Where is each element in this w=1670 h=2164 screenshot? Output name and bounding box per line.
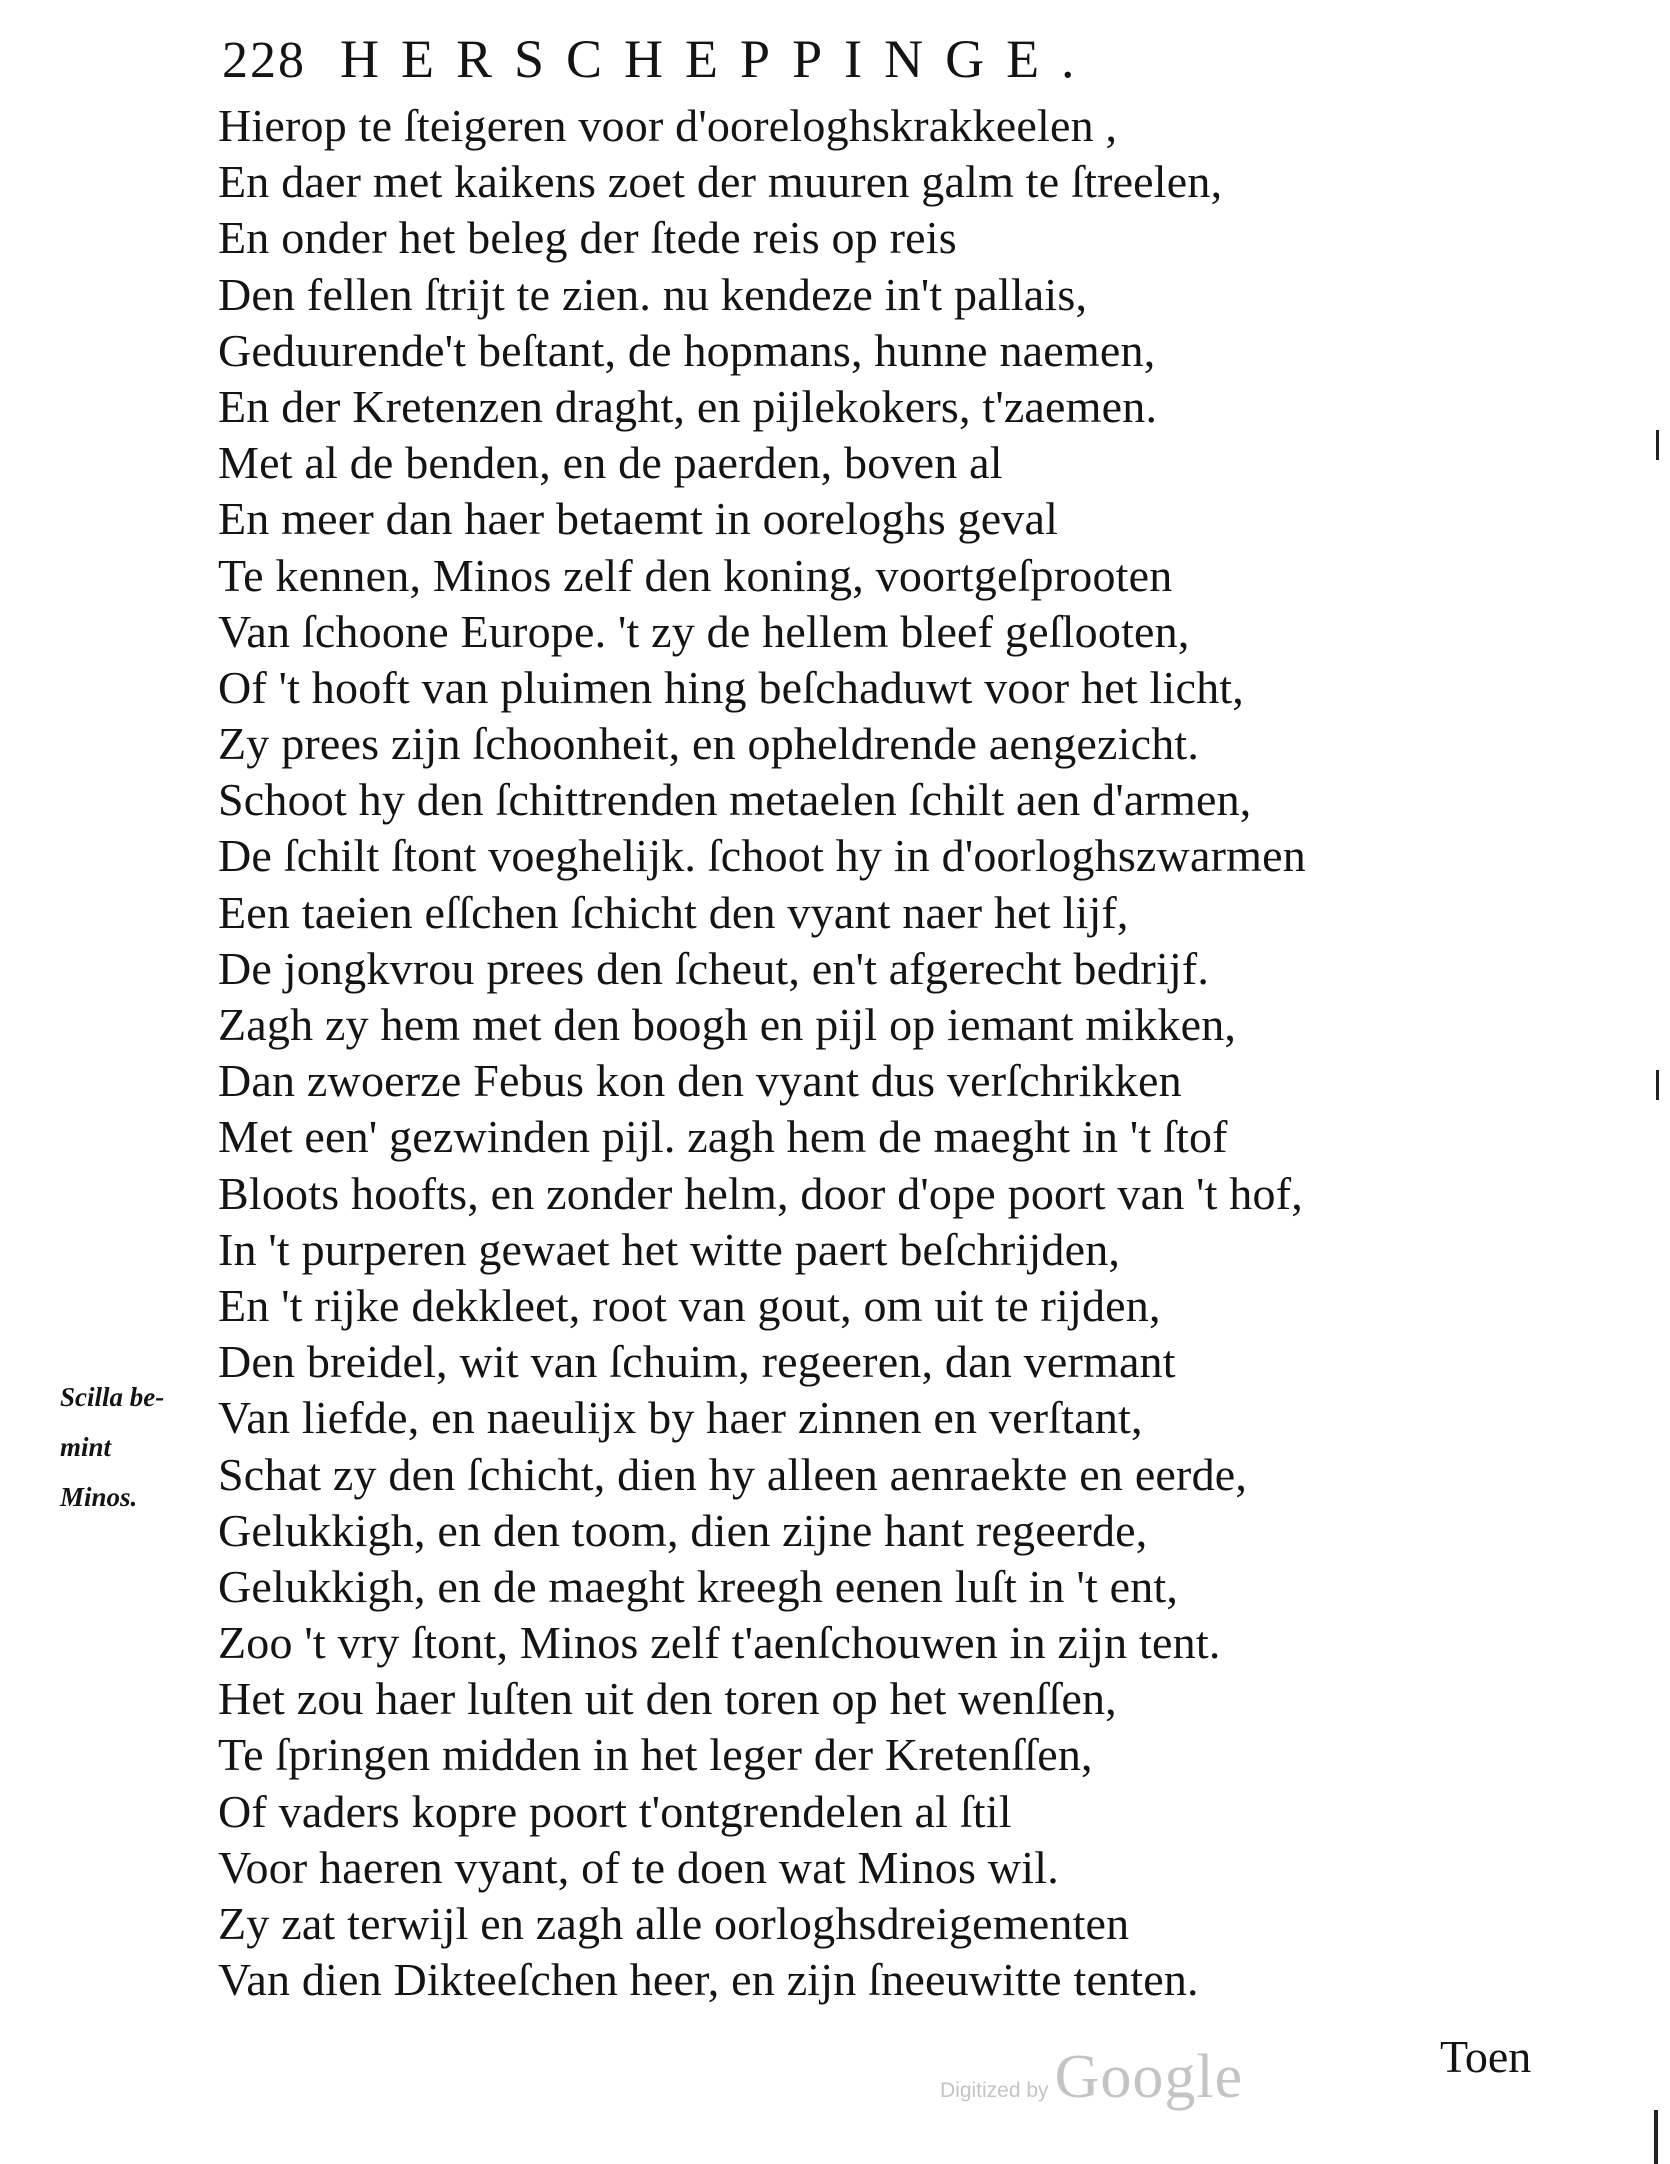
verse-line: Schoot hy den ſchittrenden metaelen ſchilt aen d'armen, xyxy=(218,774,1252,826)
verse-line: Van dien Dikteeſchen heer, en zijn ſneeuwitte tenten. xyxy=(218,1954,1199,2006)
verse-line: Of vaders kopre poort t'ontgrendelen al ſtil xyxy=(218,1785,1012,1837)
scan-edge-mark xyxy=(1656,430,1659,460)
verse-line: Gelukkigh, en de maeght kreegh eenen luſt in 't ent, xyxy=(218,1560,1179,1612)
margin-note-line: Minos. xyxy=(60,1482,138,1512)
running-title: HERSCHEPPINGE. xyxy=(340,29,1097,89)
verse-line: Zagh zy hem met den boogh en pijl op iemant mikken, xyxy=(218,999,1237,1050)
verse-line: Zy prees zijn ſchoonheit, en opheldrende aengezicht. xyxy=(218,718,1200,770)
verse-line: Hierop te ſteigeren voor d'ooreloghskrakkeelen , xyxy=(218,100,1118,151)
verse-line: Met een' gezwinden pijl. zagh hem de maeght in 't ſtof xyxy=(218,1111,1228,1163)
verse-line: En meer dan haer betaemt in ooreloghs geval xyxy=(218,493,1059,545)
verse-line: De jongkvrou prees den ſcheut, en't afgerecht bedrijf. xyxy=(218,942,1210,994)
catchword: Toen xyxy=(1440,2031,1532,2082)
verse-line: En onder het beleg der ſtede reis op reis xyxy=(218,212,957,264)
verse-line: In 't purperen gewaet het witte paert beſchrijden, xyxy=(218,1223,1121,1275)
verse-line: Of 't hooft van pluimen hing beſchaduwt voor het licht, xyxy=(218,661,1244,713)
verse-block xyxy=(218,98,1598,2008)
verse-line: En 't rijke dekkleet, root van gout, om uit te rijden, xyxy=(218,1279,1161,1331)
verse-line: Geduurende't beſtant, de hopmans, hunne naemen, xyxy=(218,324,1156,376)
verse-line: Een taeien eſſchen ſchicht den vyant naer het lijf, xyxy=(218,886,1129,938)
verse-line: Voor haeren vyant, of te doen wat Minos wil. xyxy=(218,1841,1059,1893)
verse-line: Schat zy den ſchicht, dien hy alleen aenraekte en eerde, xyxy=(218,1448,1248,1500)
verse-line: Te ſpringen midden in het leger der Kretenſſen, xyxy=(218,1729,1093,1781)
verse-line: Zy zat terwijl en zagh alle oorloghsdreigementen xyxy=(218,1898,1130,1949)
verse-line: Gelukkigh, en den toom, dien zijne hant regeerde, xyxy=(218,1504,1148,1556)
verse-line: Met al de benden, en de paerden, boven al xyxy=(218,437,1003,489)
verse-line: Zoo 't vry ſtont, Minos zelf t'aenſchouwen in zijn tent. xyxy=(218,1617,1221,1669)
verse-line: En der Kretenzen draght, en pijlekokers, t'zaemen. xyxy=(218,380,1158,432)
scan-edge-mark xyxy=(1654,2110,1658,2164)
digitizer-watermark xyxy=(940,2042,1243,2113)
page-number: 228 xyxy=(222,32,306,89)
watermark-brand: Google xyxy=(1054,2043,1244,2111)
scan-edge-mark xyxy=(1656,1070,1659,1100)
margin-note xyxy=(60,1372,210,1522)
verse-line: Van ſchoone Europe. 't zy de hellem bleef geſlooten, xyxy=(218,605,1190,657)
verse-line: En daer met kaikens zoet der muuren galm te ſtreelen, xyxy=(218,156,1223,208)
watermark-prefix: Digitized by xyxy=(940,2079,1049,2102)
verse-line: Van liefde, en naeulijx by haer zinnen en verſtant, xyxy=(218,1392,1143,1444)
verse-line: Den breidel, wit van ſchuim, regeeren, dan vermant xyxy=(218,1336,1176,1388)
verse-line: Te kennen, Minos zelf den koning, voortgeſprooten xyxy=(218,549,1173,601)
verse-line: Dan zwoerze Febus kon den vyant dus verſchrikken xyxy=(218,1055,1182,1107)
running-head xyxy=(222,28,1097,98)
margin-note-line: Scilla be- xyxy=(60,1382,165,1412)
margin-note-line: mint xyxy=(60,1432,112,1462)
verse-line: Den fellen ſtrijt te zien. nu kendeze in't pallais, xyxy=(218,268,1088,320)
verse-line: De ſchilt ſtont voeghelijk. ſchoot hy in d'oorloghszwarmen xyxy=(218,830,1306,882)
verse-line: Het zou haer luſten uit den toren op het wenſſen, xyxy=(218,1673,1117,1725)
verse-line: Bloots hoofts, en zonder helm, door d'ope poort van 't hof, xyxy=(218,1167,1303,1219)
